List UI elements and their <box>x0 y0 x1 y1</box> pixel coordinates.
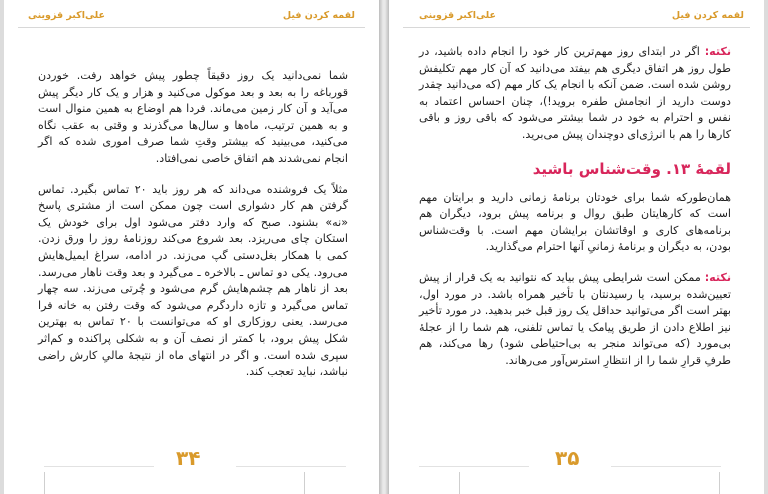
note-text: ممکن است شرایطی پیش بیاید که نتوانید به یک قرار از پیش تعیین‌شده برسید، یا رسیدنتان با تأخیر همراه باشد. در مورد اول، بهتر است اگر می‌توانید حداقل یک روز قبل خبر بدهید. در مورد تأخیر نیز اطلاع دادن از طریق پیامک یا تماس تلفنی، هم شما را از عجلهٔ بی‌مورد (که می‌تواند منجر به بی‌احتیاطی شود) رها می‌کند، هم طرفِ قرارِ شما را از انتظارِ استرس‌آور می‌رهاند. <box>419 270 731 367</box>
footer-rule-right <box>236 466 346 467</box>
book-spine <box>379 0 389 494</box>
crop-mark <box>459 472 460 494</box>
left-page <box>4 0 379 494</box>
page-number: ۳۵ <box>555 446 580 470</box>
header-title: لقمه کردن فیل <box>671 10 744 21</box>
crop-mark <box>44 472 45 494</box>
section-heading: لقمهٔ ۱۳. وقت‌شناس باشید <box>532 159 731 178</box>
header-divider <box>18 27 365 28</box>
right-page-body <box>419 44 731 384</box>
note-paragraph <box>419 270 731 370</box>
header-divider <box>403 27 750 28</box>
note-label: نکته: <box>704 270 731 284</box>
header-author: علی‌اکبر قزوینی <box>28 10 105 21</box>
right-page <box>389 0 764 494</box>
crop-mark <box>304 472 305 494</box>
header-title: لقمه کردن فیل <box>282 10 355 21</box>
note-label: نکته: <box>704 45 731 58</box>
footer-rule-left <box>44 466 154 467</box>
page-number: ۳۴ <box>176 446 201 470</box>
paragraph: همان‌طورکه شما برای خودتان برنامهٔ زمانی دارید و برایتان مهم است که کارهایتان طبق روال و برنامه پیش برود، دیگران هم برنامه‌های کاری و اوقاتشان برایشان مهم است. با وقت‌شناس بودن، به دیگران و برنامهٔ زمانیِ آنها احترام می‌گذارید. <box>419 190 731 254</box>
paragraph: شما نمی‌دانید یک روز دقیقاً چطور پیش خواهد رفت. خوردن قورباغه را به بعد و بعد موکول می‌کنید و هزار و یک کار دیگر پیش می‌آید و آن کار زمین می‌ماند. فردا هم اوضاع به همین منوال است و به همین ترتیب، ماه‌ها و سال‌ها می‌گذرند و وقتی به عقب نگاه می‌کنید، می‌بینید که بیشتر وقتِ شما صرف اموری شده که اگر انجام نمی‌شدند هم اتفاق خاصی نمی‌افتاد. <box>38 69 348 165</box>
crop-mark <box>719 472 720 494</box>
footer-rule-left <box>419 466 529 467</box>
header-author: علی‌اکبر قزوینی <box>419 10 496 21</box>
footer-rule-right <box>611 466 721 467</box>
paragraph: مثلاً یک فروشنده می‌داند که هر روز باید ۲۰ تماس بگیرد. تماس گرفتن هم کار دشواری است چون ممکن است از مشتری پاسخ «نه» بشنود. صبح که وارد دفتر می‌شود اول برای خودش یک استکان چای می‌ریزد. بعد شروع می‌کند روزنامهٔ روز را ورق زدن. کمی با همکار بغل‌دستی گپ می‌زند. در ادامه، سراغ ایمیل‌هایش می‌رود. یکی دو تماس ـ بالاخره ـ می‌گیرد و بعد وقت ناهار می‌رسد. بعد از ناهار هم چشم‌هایش گرم می‌شود و چُرتی می‌زند. سه چهار تماس می‌گیرد و تازه داردگرم می‌شود که وقت رفتن به خانه فرا می‌رسد. یعنی روزکاری او که می‌توانست با ۲۰ تماس به بهترین شکل پیش برود، با کمتر از نصف آن و به شکلی پراکنده و کم‌اثر سپری شده است. و اگر در انتهای ماه از نتیجهٔ مالیِ کارش راضی نباشد، نباید تعجب کند. <box>38 182 348 379</box>
note-text: اگر در ابتدای روز مهم‌ترین کار خود را انجام داده باشید، در طول روز هر اتفاق دیگری هم بیفتد می‌دانید که آن کار مهم تکلیفش روشن شده است. ضمن آنکه با انجام یک کار مهم (که می‌دانید چقدر دوست دارید از انجامش طفره بروید!)، چنان احساس اعتماد به نفس و احترام به خود در شما بیشتر می‌شود که باقی روز و باقی کارها را هم با انرژی‌ای دوچندان پیش می‌برید. <box>419 45 731 141</box>
note-paragraph <box>419 44 731 144</box>
left-page-body <box>38 68 348 395</box>
